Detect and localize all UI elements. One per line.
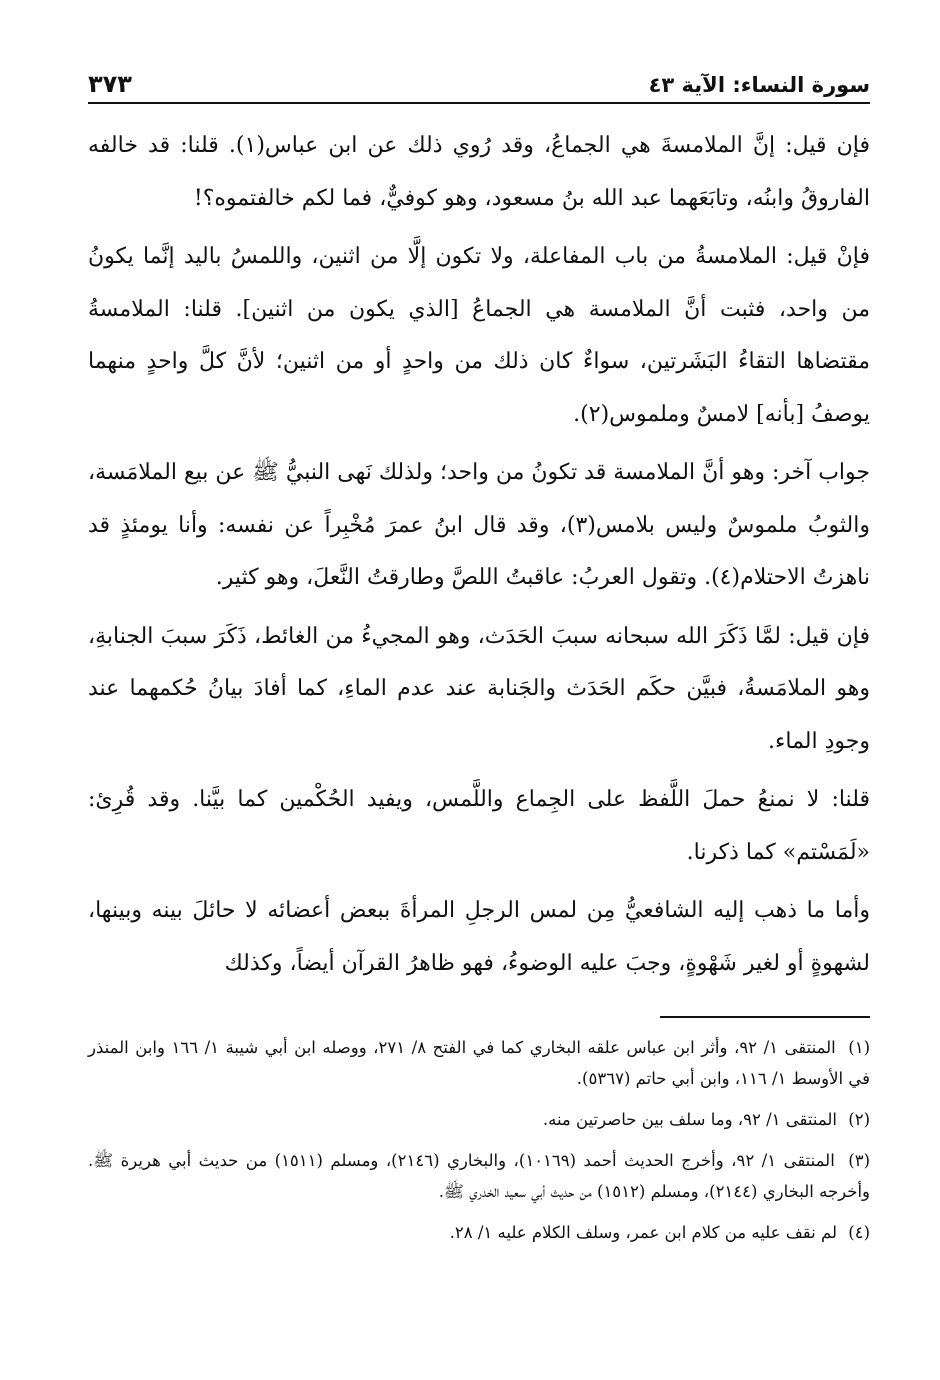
- footnote-text: المنتقى ١/ ٩٢، وما سلف بين حاصرتين منه.: [542, 1110, 837, 1129]
- footnote: [88, 1217, 870, 1248]
- footnote-separator: [660, 1016, 870, 1018]
- running-header: [88, 62, 870, 104]
- paragraph: وأما ما ذهب إليه الشافعيُّ مِن لمس الرجلِ المرأةَ ببعض أعضائه لا حائلَ بينه وبينها، لشهوةٍ أو لغير شَهْوةٍ، وجبَ عليه الوضوءُ، فهو ظاهرُ القرآن أيضاً، وكذلك: [88, 898, 870, 976]
- footnote: [88, 1032, 870, 1094]
- main-text: [88, 120, 870, 990]
- running-title: سورة النساء: الآية ٤٣: [648, 73, 870, 97]
- paragraph: فإن قيل: إنَّ الملامسةَ هي الجماعُ، وقد رُوي ذلك عن ابن عباس(١). قلنا: قد خالفه الفاروقُ وابنُه، وتابَعَهما عبد الله بنُ مسعود، وهو كوفيٌّ، فما لكم خالفتموه؟!: [88, 133, 870, 211]
- footnote-number: (٣): [848, 1151, 870, 1170]
- book-page: [88, 62, 870, 1352]
- footnote-number: (٤): [848, 1223, 870, 1242]
- page-number: ٣٧٣: [88, 70, 132, 98]
- paragraph: قلنا: لا نمنعُ حملَ اللَّفظ على الجِماع واللَّمس، ويفيد الحُكْمين كما بيَّنا. وقد قُرِئ: «لَمَسْتم» كما ذكرنا.: [88, 787, 870, 865]
- footnote: [88, 1104, 870, 1135]
- paragraph: جواب آخر: وهو أنَّ الملامسة قد تكونُ من واحد؛ ولذلك نَهى النبيُّ ﷺ عن بيع الملامَسة، والثوبُ ملموسٌ وليس بلامس(٣)، وقد قال ابنُ عمرَ مُخْبِراً عن نفسه: وأنا يومئذٍ قد ناهزتُ الاحتلام(٤). وتقول العربُ: عاقبتُ اللصَّ وطارقتُ النَّعلَ، وهو كثير.: [88, 460, 870, 590]
- paragraph: فإن قيل: لمَّا ذَكَرَ الله سبحانه سببَ الحَدَث، وهو المجيءُ من الغائط، ذَكَرَ سببَ الجنابةِ، وهو الملامَسةُ، فبيَّن حكَم الحَدَث والجَنابة عند عدم الماءِ، كما أفادَ بيانُ حُكمهما عند وجودِ الماء.: [88, 623, 870, 754]
- paragraph: فإنْ قيل: الملامسةُ من باب المفاعلة، ولا تكون إلَّا من اثنين، واللمسُ باليد إنَّما يكونُ من واحد، فثبت أنَّ الملامسة هي الجماعُ [الذي يكون من اثنين]. قلنا: الملامسةُ مقتضاها التقاءُ البَشَرتين، سواءٌ كان ذلك من واحدٍ أو من اثنين؛ لأنَّ كلَّ واحدٍ منهما يوصفُ [بأنه] لامسٌ وملموس(٢).: [88, 244, 870, 427]
- footnote: [88, 1145, 870, 1207]
- footnote-text: لم نقف عليه من كلام ابن عمر، وسلف الكلام عليه ١/ ٢٨.: [449, 1223, 837, 1242]
- footnote-number: (٢): [848, 1110, 870, 1129]
- footnote-text: المنتقى ١/ ٩٢، وأثر ابن عباس علقه البخاري كما في الفتح ٨/ ٢٧١، ووصله ابن أبي شيبة ١/ ١٦٦ وابن المنذر في الأوسط ١/ ١١٦، وابن أبي حاتم (٥٣٦٧).: [88, 1038, 870, 1088]
- footnotes: [88, 1032, 870, 1248]
- footnote-text: المنتقى ١/ ٩٢، وأخرج الحديث أحمد (١٠١٦٩)، والبخاري (٢١٤٦)، ومسلم (١٥١١) من حديث أبي هريرة ﷺ. وأخرجه البخاري (٢١٤٤)، ومسلم (١٥١٢) من حديث أبي سعيد الخدري ﷺ.: [88, 1151, 870, 1201]
- footnote-number: (١): [848, 1038, 871, 1057]
